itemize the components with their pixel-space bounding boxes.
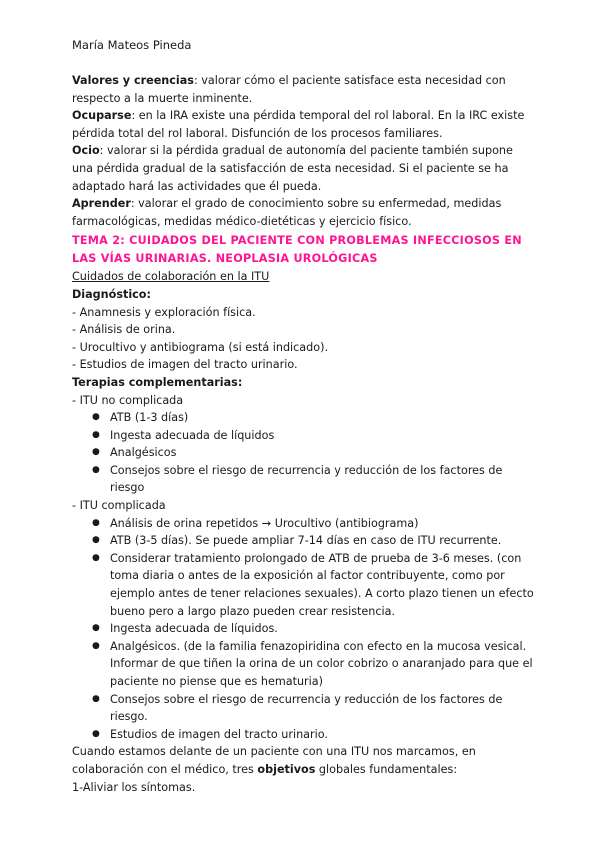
diagnostico-item: - Análisis de orina.	[72, 323, 176, 337]
diagnostico-item: - Estudios de imagen del tracto urinario.	[72, 358, 298, 372]
list-item: ● ATB (1-3 días)	[92, 409, 534, 427]
text-aprender: : valorar el grado de conocimiento sobre su enfermedad, medidas farmacológicas, medidas médico-dietéticas y ejercicio físico.	[72, 197, 502, 228]
diagnostico-item: - Anamnesis y exploración física.	[72, 305, 256, 319]
list-item: ● Considerar tratamiento prolongado de ATB de prueba de 3-6 meses. (con toma diaria o antes de la exposición al factor contribuyente, como por ejemplo antes de tener relaciones sexuales). A corto plazo tienen un efecto bueno pero a largo plazo pueden crear resistencia.	[92, 550, 534, 620]
label-ocio: Ocio	[72, 144, 100, 158]
itu-complicada-list	[72, 515, 534, 744]
text-ocio: : valorar si la pérdida gradual de autonomía del paciente también supone una pérdida gradual de la satisfacción de esta necesidad. Si el paciente se ha adaptado hará las actividades que él pueda.	[72, 144, 513, 193]
list-item: ● Analgésicos	[92, 444, 534, 462]
diagnostico-heading: Diagnóstico:	[72, 287, 151, 301]
text-ocuparse: : en la IRA existe una pérdida temporal del rol laboral. En la IRC existe pérdida total del rol laboral. Disfunción de los procesos familiares.	[72, 109, 525, 140]
paragraph-ocuparse	[72, 107, 534, 142]
closing-paragraph: Cuando estamos delante de un paciente con una ITU nos marcamos, en colaboración con el médico, tres objetivos globales fundamentales:	[72, 745, 476, 776]
paragraph-valores	[72, 72, 534, 107]
terapias-heading: Terapias complementarias:	[72, 375, 243, 389]
itu-no-complicada-list	[72, 409, 534, 497]
page-content	[72, 72, 534, 796]
list-item: ● Ingesta adecuada de líquidos	[92, 427, 534, 445]
author-name: María Mateos Pineda	[72, 38, 192, 52]
paragraph-aprender	[72, 195, 534, 230]
diagnostico-item: - Urocultivo y antibiograma (si está indicado).	[72, 340, 329, 354]
list-item: ● Análisis de orina repetidos → Urocultivo (antibiograma)	[92, 515, 534, 533]
itu-no-complicada-label: - ITU no complicada	[72, 393, 184, 407]
list-item: ● Analgésicos. (de la familia fenazopiridina con efecto en la mucosa vesical. Informar de que tiñen la orina de un color cobrizo o anaranjado para que el paciente no piense que es hematuria)	[92, 638, 534, 691]
list-item: ● ATB (3-5 días). Se puede ampliar 7-14 días en caso de ITU recurrente.	[92, 532, 534, 550]
text-valores: : valorar cómo el paciente satisface esta necesidad con respecto a la muerte inminente.	[72, 74, 506, 105]
list-item: ● Estudios de imagen del tracto urinario.	[92, 726, 534, 744]
section-subtitle: Cuidados de colaboración en la ITU	[72, 270, 270, 284]
topic-title: TEMA 2: CUIDADOS DEL PACIENTE CON PROBLEMAS INFECCIOSOS EN LAS VÍAS URINARIAS. NEOPLASIA UROLÓGICAS	[72, 234, 522, 266]
list-item: ● Consejos sobre el riesgo de recurrencia y reducción de los factores de riesgo	[92, 462, 534, 497]
label-valores: Valores y creencias	[72, 74, 194, 87]
itu-complicada-label: - ITU complicada	[72, 499, 166, 513]
label-aprender: Aprender	[72, 197, 131, 211]
label-ocuparse: Ocuparse	[72, 109, 132, 123]
paragraph-ocio	[72, 142, 534, 195]
list-item: ● Ingesta adecuada de líquidos.	[92, 620, 534, 638]
objective-item: 1-Aliviar los síntomas.	[72, 780, 196, 794]
list-item: ● Consejos sobre el riesgo de recurrencia y reducción de los factores de riesgo.	[92, 691, 534, 726]
